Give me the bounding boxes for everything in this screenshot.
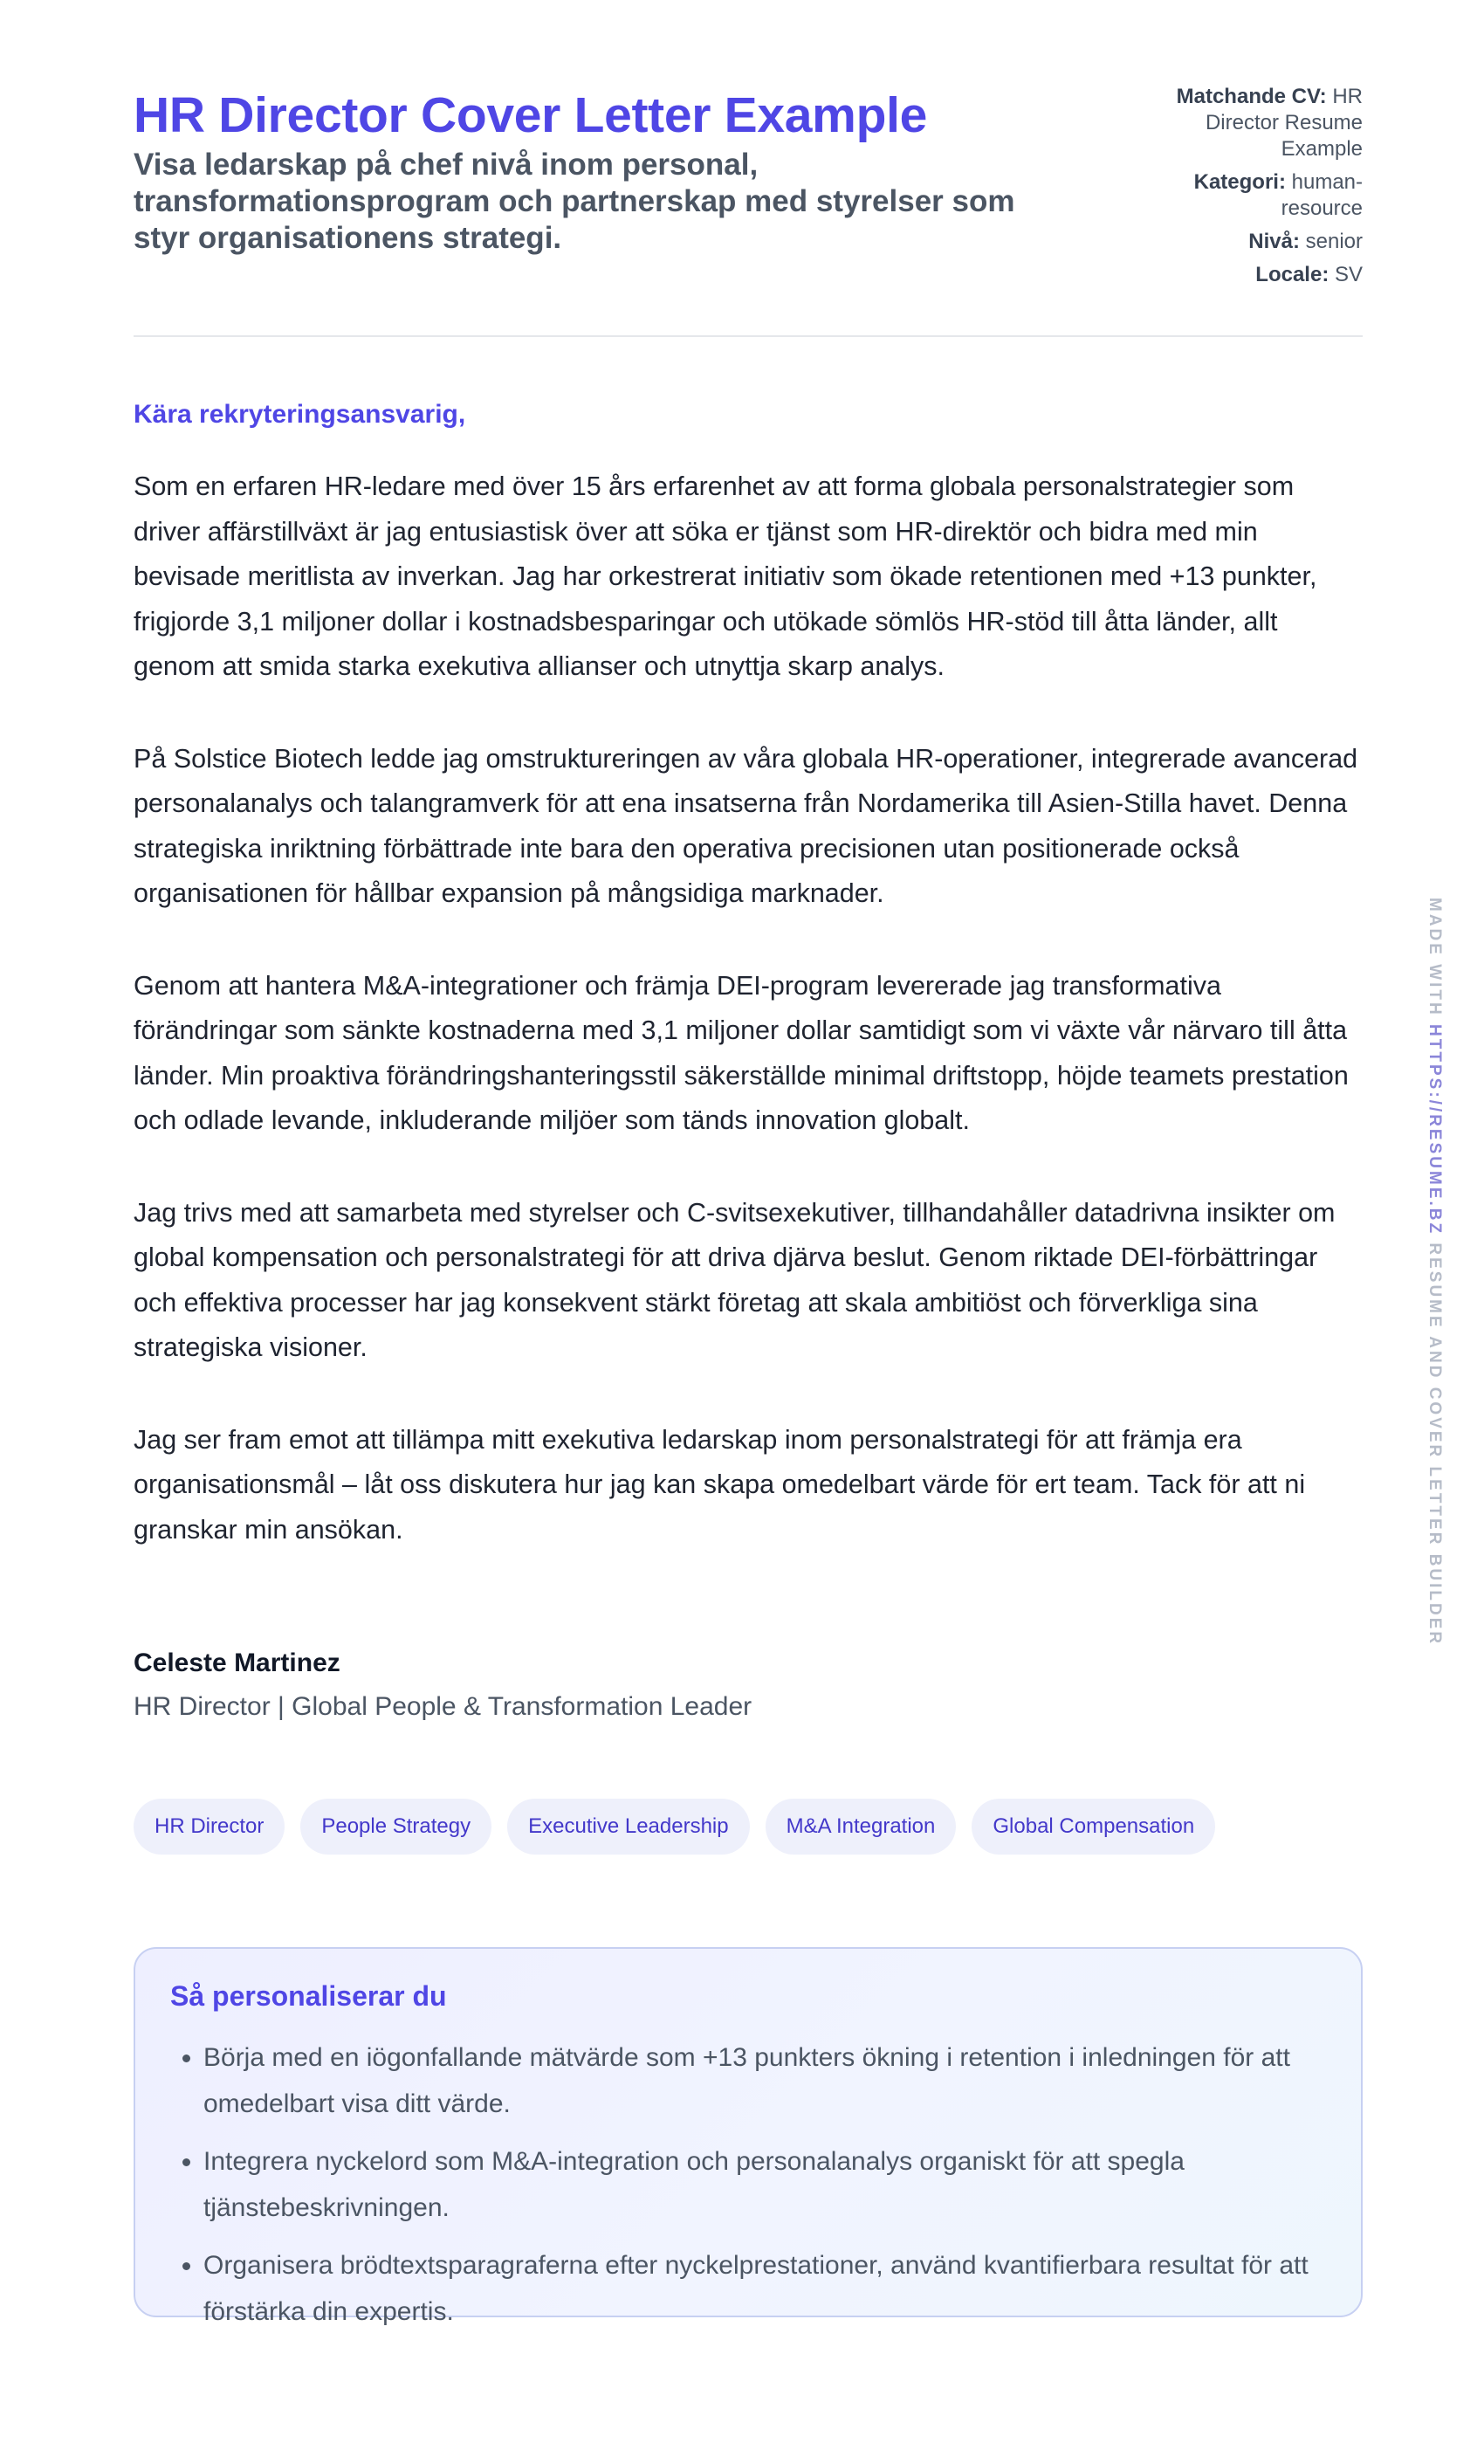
tips-list bbox=[170, 2035, 1326, 2335]
meta-locale-label: Locale: bbox=[1255, 263, 1329, 286]
meta-level bbox=[1144, 229, 1363, 255]
cover-letter-page bbox=[134, 84, 1363, 2326]
made-with-watermark bbox=[1425, 898, 1444, 1646]
meta-matching-cv-value: HR Director Resume Example bbox=[1205, 85, 1363, 161]
signature-name: Celeste Martinez bbox=[134, 1648, 340, 1677]
tag-ma-integration[interactable]: M&A Integration bbox=[766, 1799, 957, 1855]
meta-category-value: human-resource bbox=[1281, 170, 1363, 220]
watermark-suffix: RESUME AND COVER LETTER BUILDER bbox=[1426, 1242, 1444, 1647]
watermark-prefix: MADE WITH bbox=[1426, 898, 1444, 1017]
meta-info bbox=[1144, 84, 1363, 295]
watermark-link[interactable]: HTTPS://RESUME.BZ bbox=[1426, 1024, 1444, 1236]
personalization-tips-box bbox=[134, 1947, 1363, 2326]
salutation: Kära rekryteringsansvarig, bbox=[134, 400, 466, 429]
tag-hr-director[interactable]: HR Director bbox=[134, 1799, 285, 1855]
letter-paragraph: På Solstice Biotech ledde jag omstruktureringen av våra globala HR-operationer, integrerade avancerad personalanalys och talangramverk för att ena insatserna från Nordamerika till Asien-Stilla havet. Denna strategiska inriktning förbättrade inte bara den operativa precisionen utan positionerade också organisationen för hållbar expansion på mångsidiga marknader. bbox=[134, 743, 1358, 908]
tips-title: Så personaliserar du bbox=[170, 1980, 447, 2012]
meta-locale-value: SV bbox=[1334, 263, 1363, 286]
title-block bbox=[134, 84, 1076, 257]
meta-level-value: senior bbox=[1305, 230, 1363, 253]
letter-paragraph: Jag ser fram emot att tillämpa mitt exekutiva ledarskap inom personalstrategi för att främja era organisationsmål – låt oss diskutera hur jag kan skapa omedelbart värde för ert team. Tack för att ni granskar min ansökan. bbox=[134, 1424, 1306, 1545]
page-subtitle: Visa ledarskap på chef nivå inom personal, transformationsprogram och partnerskap med styrelser som styr organisationens strategi. bbox=[134, 148, 1015, 255]
meta-category bbox=[1144, 169, 1363, 222]
tag-people-strategy[interactable]: People Strategy bbox=[300, 1799, 491, 1855]
tip-item: • Börja med en iögonfallande mätvärde som +13 punkters ökning i retention i inledningen för att omedelbart visa ditt värde. bbox=[203, 2035, 1326, 2127]
letter-body bbox=[134, 400, 1363, 1552]
tag-executive-leadership[interactable]: Executive Leadership bbox=[507, 1799, 749, 1855]
tip-item: • Organisera brödtextsparagraferna efter nyckelprestationer, använd kvantifierbara resultat för att förstärka din expertis. bbox=[203, 2243, 1326, 2335]
meta-locale bbox=[1144, 262, 1363, 288]
meta-matching-cv bbox=[1144, 84, 1363, 162]
meta-level-label: Nivå: bbox=[1248, 230, 1300, 253]
tag-list bbox=[134, 1799, 1363, 1855]
letter-paragraph: Genom att hantera M&A-integrationer och främja DEI-program levererade jag transformativa förändringar som sänkte kostnaderna med 3,1 miljoner dollar samtidigt som vi växte vår närvaro till åtta länder. Min proaktiva förändringshanteringsstil säkerställde minimal driftstopp, höjde teamets prestation och odlade levande, inkluderande miljöer som tänds innovation globalt. bbox=[134, 970, 1349, 1135]
tip-item: • Integrera nyckelord som M&A-integration och personalanalys organiskt för att spegla tjänstebeskrivningen. bbox=[203, 2139, 1326, 2231]
page-title: HR Director Cover Letter Example bbox=[134, 87, 928, 143]
signature-role: HR Director | Global People & Transformation Leader bbox=[134, 1692, 752, 1721]
meta-matching-cv-label: Matchande CV: bbox=[1176, 85, 1327, 108]
signature-block bbox=[134, 1648, 1363, 1722]
page-header bbox=[134, 84, 1363, 337]
meta-category-label: Kategori: bbox=[1193, 170, 1286, 194]
letter-paragraph: Som en erfaren HR-ledare med över 15 års erfarenhet av att forma globala personalstrategier som driver affärstillväxt är jag entusiastisk över att söka er tjänst som HR-direktör och bidra med min bevisade meritlista av inverkan. Jag har orkestrerat initiativ som ökade retentionen med +13 punkter, frigjorde 3,1 miljoner dollar i kostnadsbesparingar och utökade sömlös HR-stöd till åtta länder, allt genom att smida starka exekutiva allianser och utnyttja skarp analys. bbox=[134, 471, 1317, 681]
letter-paragraph: Jag trivs med att samarbeta med styrelser och C-svitsexekutiver, tillhandahåller datadrivna insikter om global kompensation och personalstrategi för att driva djärva beslut. Genom riktade DEI-förbättringar och effektiva processer har jag konsekvent stärkt företag att skala ambitiöst och förverkliga sina strategiska visioner. bbox=[134, 1197, 1336, 1362]
tag-global-compensation[interactable]: Global Compensation bbox=[972, 1799, 1215, 1855]
